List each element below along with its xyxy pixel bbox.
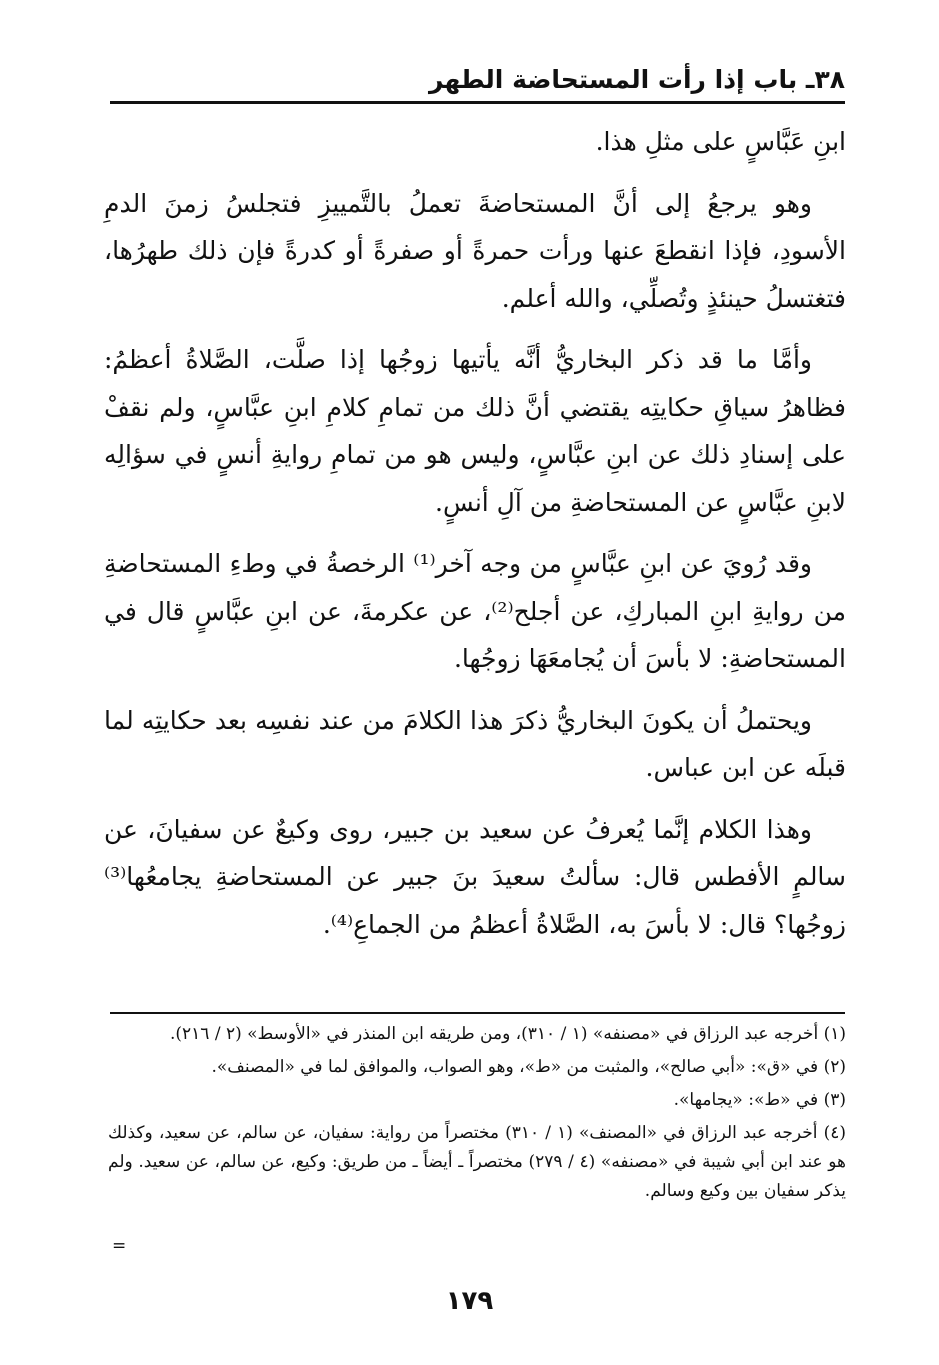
footnote-rule [110, 1012, 845, 1014]
running-header: ٣٨ـ باب إذا رأت المستحاضة الطهر [429, 65, 845, 94]
footnotes [108, 1020, 846, 1210]
paragraph: وهذا الكلام إنَّما يُعرفُ عن سعيد بن جبير، روى وكيعٌ عن سفيانَ، عن سالمٍ الأفطس قال: سألتُ سعيدَ بنَ جبير عن المستحاضةِ يجامعُها⁽³⁾ زوجُها؟ قال: لا بأسَ به، الصَّلاةُ أعظمُ من الجماعِ⁽⁴⁾. [104, 814, 846, 939]
paragraph: ابنِ عَبَّاسٍ على مثلِ هذا. [595, 127, 846, 156]
paragraph: وقد رُويَ عن ابنِ عبَّاسٍ من وجه آخر⁽¹⁾ الرخصةُ في وطءِ المستحاضةِ من روايةِ ابنِ المباركِ، عن أجلح⁽²⁾، عن عكرمةَ، عن ابنِ عبَّاسٍ قال في المستحاضةِ: لا بأسَ أن يُجامعَهَا زوجُها. [104, 549, 846, 673]
footnote: (١) أخرجه عبد الرزاق في «مصنفه» (١ / ٣١٠)، ومن طريقه ابن المنذر في «الأوسط» (٢ / ٢١٦). [169, 1024, 846, 1044]
footnote: (٣) في «ط»: «يجامها». [673, 1090, 846, 1110]
page-number: ١٧٩ [445, 1286, 494, 1316]
header-rule [110, 101, 845, 104]
footnote: (٢) في «ق»: «أبي صالح»، والمثبت من «ط»، وهو الصواب، والموافق لما في «المصنف». [211, 1057, 846, 1077]
paragraph: وهو يرجعُ إلى أنَّ المستحاضةَ تعملُ بالتَّمييزِ فتجلسُ زمنَ الدمِ الأسودِ، فإذا انقطعَ عنها ورأت حمرةً أو صفرةً أو كدرةً فإن ذلك طهرُها، فتغتسلُ حينئذٍ وتُصلِّي، والله أعلم. [104, 188, 846, 313]
paragraph: وأمَّا ما قد ذكر البخاريُّ أنَّه يأتيها زوجُها إذا صلَّت، الصَّلاةُ أعظمُ: فظاهرُ سياقِ حكايتِه يقتضي أنَّ ذلك من تمامِ كلامِ ابنِ عبَّاسٍ، ولم نقفْ على إسنادِ ذلك عن ابنِ عبَّاسٍ، وليس هو من تمامِ روايةِ أنسٍ في سؤالِه لابنِ عبَّاسٍ عن المستحاضةِ من آلِ أنسٍ. [104, 345, 846, 517]
continuation-mark: = [112, 1236, 127, 1256]
main-text [104, 118, 846, 962]
paragraph: ويحتملُ أن يكونَ البخاريُّ ذكرَ هذا الكلامَ من عند نفسِه بعد حكايتِه لما قبلَه عن ابن عباس. [104, 705, 846, 782]
footnote: (٤) أخرجه عبد الرزاق في «المصنف» (١ / ٣١٠) مختصراً من رواية: سفيان، عن سالم، عن سعيد، وكذلك هو عند ابن أبي شيبة في «مصنفه» (٤ / ٢٧٩) مختصراً ـ أيضاً ـ من طريق: وكيع، عن سالم، عن سعيد. ولم يذكر سفيان بين وكيع وسالم. [108, 1123, 847, 1201]
